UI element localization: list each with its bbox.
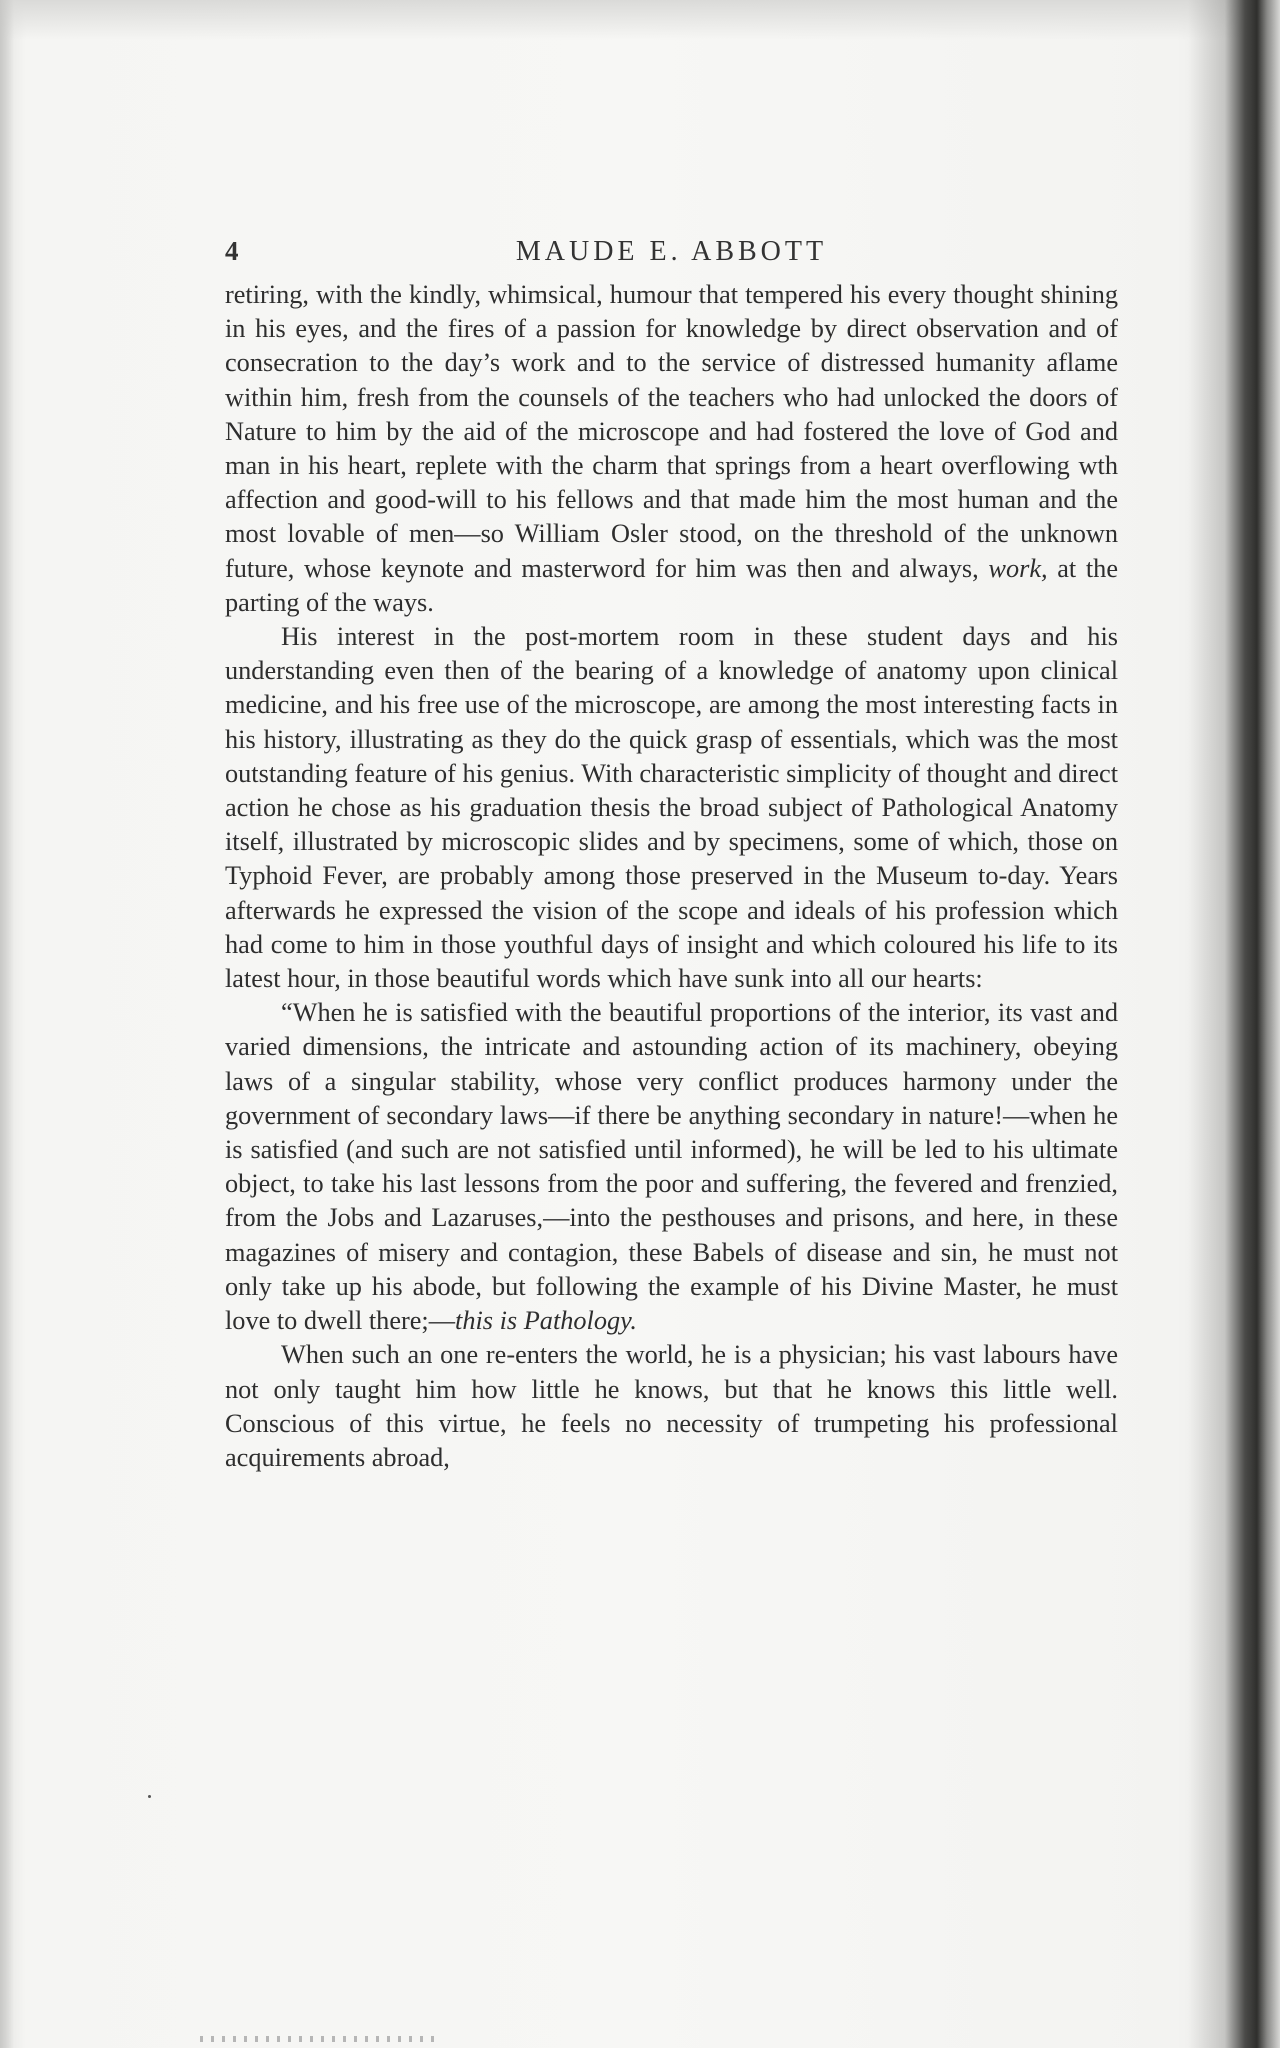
binding-shadow (1188, 0, 1280, 2048)
running-head (225, 232, 1118, 272)
page-top-edge (0, 0, 1280, 40)
scan-bottom-marks (200, 2036, 440, 2042)
paragraph-1-text: retiring, with the kindly, whimsical, humour that tempered his every thought shining in his eyes, and the fires of a passion for knowledge by direct observation and of consecration to the day’s work and to the service of distressed humanity aflame within him, fresh from the counsels of the teachers who had unlocked the doors of Nature to him by the aid of the microscope and had fostered the love of God and man in his heart, replete with the charm that springs from a heart overflowing wth affection and good-will to his fellows and that made him the most human and the most lovable of men—so William Osler stood, on the threshold of the unknown future, whose keynote and masterword for him was then and always, (225, 280, 1118, 583)
page-body (225, 232, 1118, 1475)
body-text (225, 278, 1118, 1475)
quotation-paragraph (225, 996, 1118, 1338)
quotation-emphasis: this is Pathology. (455, 1306, 637, 1336)
paragraph-4 (225, 1338, 1118, 1475)
paragraph-4-text: When such an one re-enters the world, he is a physician; his vast labours have not only taught him how little he knows, but that he knows this little well. Conscious of this virtue, he feels no necessity of trumpeting his professional acquirements abroad, (225, 1340, 1118, 1472)
paragraph-1-tail: at the parting of the ways. (225, 553, 1118, 617)
paragraph-2-text: His interest in the post-mortem room in these student days and his understanding even then of the bearing of a knowledge of anatomy upon clinical medicine, and his free use of the microscope, are among the most interesting facts in his history, illustrating as they do the quick grasp of essentials, which was the most outstanding feature of his genius. With characteristic simplicity of thought and direct action he chose as his graduation thesis the broad subject of Pathological Anatomy itself, illustrated by microscopic slides and by specimens, some of which, those on Typhoid Fever, are probably among those preserved in the Museum to-day. Years afterwards he expressed the vision of the scope and ideals of his profession which had come to him in those youthful days of insight and which coloured his life to its latest hour, in those beautiful words which have sunk into all our hearts: (225, 622, 1118, 994)
paragraph-1 (225, 278, 1118, 620)
page-number: 4 (225, 236, 239, 266)
quotation-text: “When he is satisfied with the beautiful proportions of the interior, its vast and varied dimensions, the intricate and astounding action of its machinery, obeying laws of a singular stability, whose very conflict produces harmony under the government of secondary laws—if there be anything secondary in nature!—when he is satisfied (and such are not satisfied until informed), he will be led to his ultimate object, to take his last lessons from the poor and suffering, the fevered and frenzied, from the Jobs and Lazaruses,—into the pesthouses and prisons, and here, in these magazines of misery and contagion, these Babels of disease and sin, he must not only take up his abode, but following the example of his Divine Master, he must love to dwell there;— (225, 998, 1118, 1336)
scan-speck (148, 1795, 151, 1798)
paragraph-2 (225, 620, 1118, 996)
page-left-edge (0, 0, 14, 2048)
paragraph-1-emphasis: work, (988, 553, 1048, 583)
running-title: MAUDE E. ABBOTT (515, 236, 828, 267)
